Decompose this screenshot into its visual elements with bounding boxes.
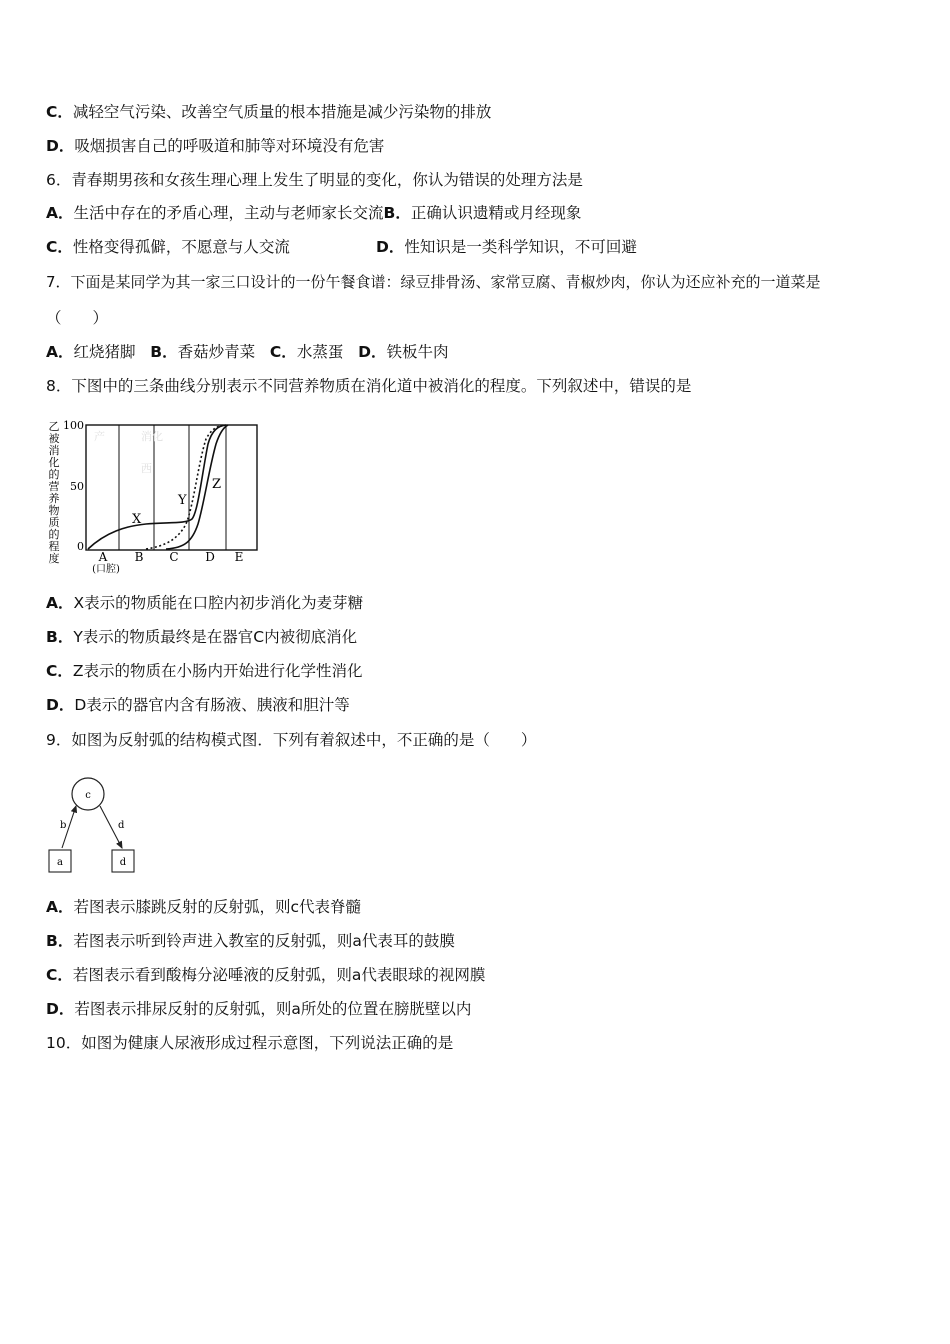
question-9-option-d — [46, 998, 471, 1020]
option-letter: B． — [46, 628, 74, 646]
y-axis-label-char: 养 — [48, 492, 60, 505]
question-8-option-a — [46, 592, 363, 614]
option-letter: D． — [46, 137, 75, 155]
y-axis-label-char: 度 — [48, 552, 60, 565]
y-axis-label-char: 物 — [48, 504, 60, 517]
y-tick-50: 50 — [70, 480, 84, 493]
reflex-arc-svg — [46, 770, 146, 878]
y-axis-label-char: 的 — [48, 528, 60, 541]
option-letter: D． — [376, 238, 405, 256]
curve-label-x: X — [132, 512, 142, 527]
option-letter: A． — [46, 594, 74, 612]
option-text: Z表示的物质在小肠内开始进行化学性消化 — [72, 662, 363, 680]
option-text: 水蒸蛋 — [296, 343, 344, 361]
x-label-c: C — [169, 550, 179, 564]
option-d — [376, 236, 637, 258]
box-a-label: a — [57, 857, 63, 868]
option-text: 正确认识遗精或月经现象 — [410, 204, 582, 222]
question-6-options-cd — [46, 236, 906, 258]
option-text: 香菇炒青菜 — [177, 343, 256, 361]
edge-d-label: d — [118, 820, 125, 831]
question-6-options-ab — [46, 202, 581, 224]
y-axis-label-char: 程 — [48, 540, 60, 553]
option-text: 红烧猪脚 — [73, 343, 136, 361]
option-letter: C． — [46, 238, 73, 256]
question-10-stem: 10．如图为健康人尿液形成过程示意图，下列说法正确的是 — [46, 1034, 454, 1052]
question-9-option-b — [46, 930, 455, 952]
question-7-paren: （ ） — [46, 309, 109, 327]
option-letter: A． — [46, 343, 74, 361]
option-d — [46, 135, 384, 157]
node-c-label: c — [85, 790, 91, 801]
y-tick-100: 100 — [63, 419, 84, 432]
option-letter: C． — [46, 103, 73, 121]
curve-label-y: Y — [178, 493, 187, 508]
y-axis-label-char: 化 — [48, 456, 60, 469]
y-axis-label-char: 消 — [48, 444, 60, 457]
y-axis-label-char: 被 — [48, 432, 60, 445]
option-letter: C． — [269, 343, 297, 361]
option-text: 性格变得孤僻，不愿意与人交流 — [72, 238, 290, 256]
box-d-label: d — [119, 857, 127, 868]
question-9-option-a — [46, 896, 361, 918]
x-sublabel-mouth: (口腔) — [92, 564, 120, 575]
y-axis-label-char: 营 — [48, 480, 60, 493]
option-text: 生活中存在的矛盾心理，主动与老师家长交流 — [73, 204, 384, 222]
y-axis-label-char: 乙 — [48, 420, 60, 433]
question-7-stem: 7．下面是某同学为其一家三口设计的一份午餐食谱：绿豆排骨汤、家常豆腐、青椒炒肉，你认为还应补充的一道菜是 — [46, 273, 821, 291]
scan-artifact: 产 — [94, 430, 105, 443]
scan-artifact: 西 — [141, 462, 152, 475]
option-text: 若图表示膝跳反射的反射弧，则c代表脊髓 — [73, 898, 362, 916]
y-tick-0: 0 — [77, 540, 84, 553]
question-6-stem: 6．青春期男孩和女孩生理心理上发生了明显的变化，你认为错误的处理方法是 — [46, 171, 583, 189]
option-text: 减轻空气污染、改善空气质量的根本措施是减少污染物的排放 — [72, 103, 492, 121]
question-8-option-b — [46, 626, 357, 648]
option-letter: C． — [46, 966, 73, 984]
y-axis-label — [49, 420, 60, 565]
option-letter: B． — [46, 932, 74, 950]
x-label-e: E — [234, 550, 244, 564]
y-axis-label-char: 的 — [48, 468, 60, 481]
question-9-option-c — [46, 964, 485, 986]
curve-label-z: Z — [212, 477, 222, 492]
option-letter: D． — [358, 343, 387, 361]
x-label-d: D — [205, 550, 215, 564]
option-text: X表示的物质能在口腔内初步消化为麦芽糖 — [73, 594, 364, 612]
question-7-options — [46, 341, 449, 363]
option-text: 性知识是一类科学知识，不可回避 — [404, 238, 637, 256]
x-label-a: A — [98, 550, 108, 564]
reflex-arc-figure — [46, 770, 146, 878]
option-text: 若图表示听到铃声进入教室的反射弧，则a代表耳的鼓膜 — [73, 932, 455, 950]
option-text: 吸烟损害自己的呼吸道和肺等对环境没有危害 — [74, 137, 385, 155]
option-letter: B． — [150, 343, 178, 361]
option-text: 若图表示看到酸梅分泌唾液的反射弧，则a代表眼球的视网膜 — [72, 966, 486, 984]
question-9-stem: 9．如图为反射弧的结构模式图．下列有着叙述中，不正确的是（ ） — [46, 731, 537, 749]
option-text: D表示的器官内含有肠液、胰液和胆汁等 — [74, 696, 350, 714]
plot-frame — [86, 425, 257, 550]
scan-artifact: 消化 — [141, 430, 163, 443]
digestion-curve-figure — [46, 414, 266, 579]
option-letter: D． — [46, 1000, 75, 1018]
option-letter: B． — [383, 204, 411, 222]
option-text: 若图表示排尿反射的反射弧，则a所处的位置在膀胱壁以内 — [74, 1000, 472, 1018]
x-label-b: B — [134, 550, 144, 564]
option-c — [46, 101, 491, 123]
option-letter: A． — [46, 898, 74, 916]
question-8-option-d — [46, 694, 350, 716]
option-letter: D． — [46, 696, 75, 714]
option-text: Y表示的物质最终是在器官C内被彻底消化 — [73, 628, 358, 646]
option-letter: A． — [46, 204, 74, 222]
y-axis-label-char: 质 — [48, 516, 60, 529]
question-8-option-c — [46, 660, 363, 682]
digestion-curve-svg — [46, 414, 266, 579]
edge-b-label: b — [60, 820, 67, 831]
option-text: 铁板牛肉 — [386, 343, 449, 361]
option-letter: C． — [46, 662, 73, 680]
question-8-stem: 8．下图中的三条曲线分别表示不同营养物质在消化道中被消化的程度。下列叙述中，错误的是 — [46, 377, 692, 395]
